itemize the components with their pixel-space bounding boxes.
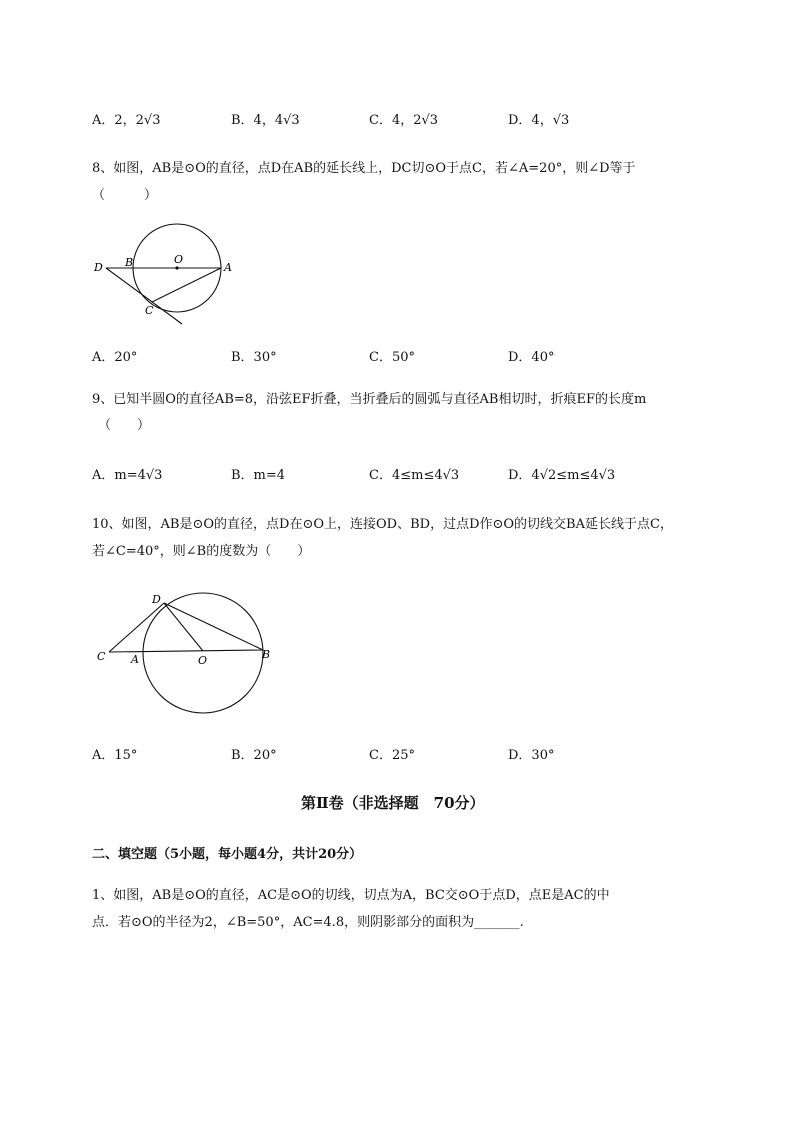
q10-option-c: C．25° [369, 748, 415, 763]
q9-option-d: D．4√2≤m≤4√3 [508, 468, 616, 483]
q10-label-c: C [97, 650, 106, 663]
q10-label-o: O [198, 654, 208, 667]
q9-stem-line2: （ ） [98, 418, 151, 433]
q8-option-a: A．20° [92, 350, 138, 365]
q10-line-cb [109, 650, 263, 652]
q10-option-a: A．15° [92, 748, 138, 763]
q8-label-a: A [224, 261, 232, 274]
q10-option-b: B．20° [231, 748, 277, 763]
q8-option-b: B．30° [231, 350, 277, 365]
q8-stem-line2: （ ） [92, 188, 158, 203]
q9-stem-line1: 9、已知半圆O的直径AB=8，沿弦EF折叠，当折叠后的圆弧与直径AB相切时，折痕EF的长度m [92, 392, 647, 407]
q7-option-d: D．4，√3 [508, 113, 570, 128]
q10-label-b: B [262, 648, 271, 661]
q10-label-d: D [152, 593, 161, 606]
q8-label-o: O [174, 253, 184, 266]
q7-option-a: A．2，2√3 [92, 113, 161, 128]
q10-circle [143, 593, 263, 713]
q10-stem-line2: 若∠C=40°，则∠B的度数为（ ） [92, 544, 311, 559]
q8-label-c: C [145, 304, 154, 317]
q10-option-d: D．30° [508, 748, 555, 763]
q8-option-c: C．50° [369, 350, 415, 365]
section2-title: 第Ⅱ卷（非选择题 70分） [301, 794, 485, 812]
q8-stem-line1: 8、如图，AB是⊙O的直径，点D在AB的延长线上，DC切⊙O于点C，若∠A=20°，则∠D等于 [92, 161, 636, 176]
fill1-stem-line1: 1、如图，AB是⊙O的直径，AC是⊙O的切线，切点为A，BC交⊙O于点D，点E是AC的中 [92, 888, 610, 903]
q9-option-b: B．m=4 [231, 468, 286, 483]
q10-radius-od [164, 603, 203, 651]
q10-label-a: A [131, 653, 139, 666]
q8-label-d: D [94, 261, 103, 274]
q9-option-c: C．4≤m≤4√3 [369, 468, 460, 483]
q10-chord-bd [164, 603, 263, 650]
q7-option-b: B．4，4√3 [231, 113, 300, 128]
q9-option-a: A．m=4√3 [92, 468, 163, 483]
q8-option-d: D．40° [508, 350, 555, 365]
q10-stem-line1: 10、如图，AB是⊙O的直径，点D在⊙O上，连接OD、BD，过点D作⊙O的切线交BA延长线于点C， [92, 517, 673, 532]
q8-label-b: B [125, 256, 134, 269]
q7-option-c: C．4，2√3 [369, 113, 439, 128]
q10-tangent-cd [109, 603, 164, 652]
fill1-stem-line2: 点．若⊙O的半径为2，∠B=50°，AC=4.8，则阴影部分的面积为_______. [92, 915, 524, 930]
section2-subtitle: 二、填空题（5小题，每小题4分，共计20分） [92, 847, 363, 862]
